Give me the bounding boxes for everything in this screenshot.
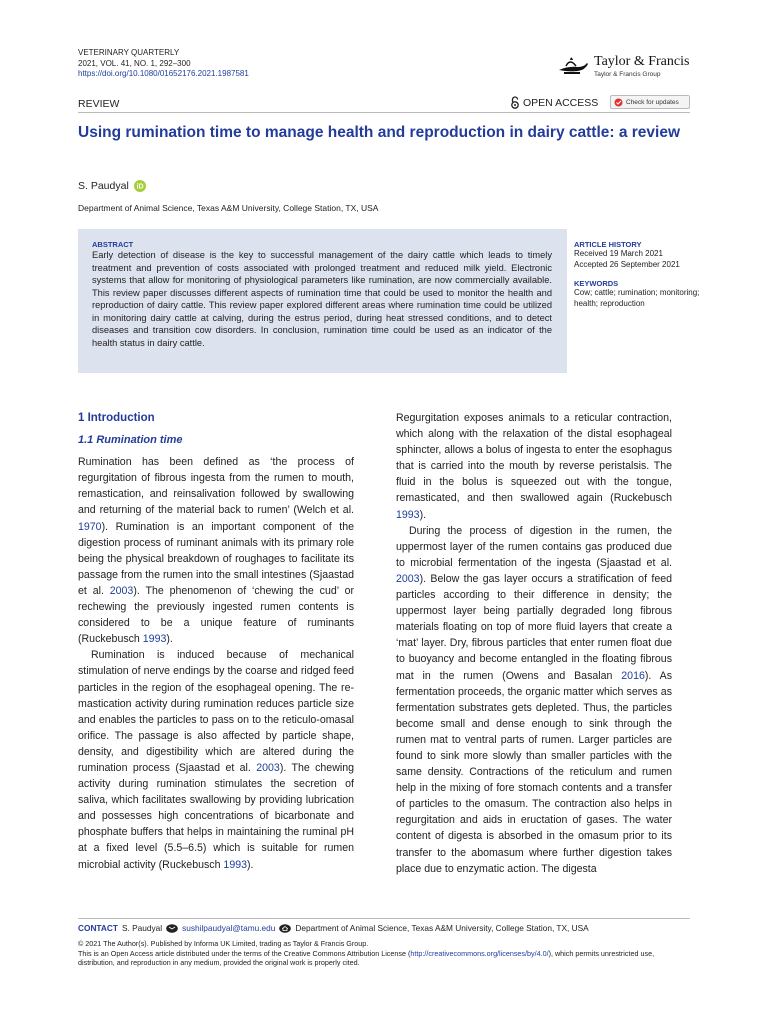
license-link[interactable]: http://creativecommons.org/licenses/by/4.0/: [410, 948, 549, 958]
section-heading: 1 Introduction: [78, 412, 155, 424]
citation-link[interactable]: 2003: [396, 572, 420, 585]
contact-line: [78, 923, 589, 933]
citation-link[interactable]: 1993: [142, 633, 167, 646]
open-access-badge: [510, 96, 598, 109]
subsection-heading: 1.1 Rumination time: [78, 434, 183, 447]
citation-link[interactable]: 2016: [621, 669, 645, 682]
article-info-sidebar: [574, 240, 704, 309]
contact-email[interactable]: sushilpaudyal@tamu.edu: [182, 923, 276, 933]
received-date: Received 19 March 2021: [574, 249, 663, 258]
doi-link[interactable]: https://doi.org/10.1080/01652176.2021.1987581: [78, 69, 249, 78]
paragraph: Rumination has been defined as ‘the process of regurgitation of fibrous ingesta from the rumen to mouth, remastication, and reinsalivation followed by swallowing and returning of the material back to rumen’ (Welch et al. 1970). Rumination is an important component of the digestion process of ruminant animals with its primary role being the physical breakdown of roughages to facilitate its passage from the rumen into the small intestines (Sjaastad et al. 2003). The phenomenon of ‘chewing the cud’ or rechewing the previously ingested rumen contents is considered to be a unique feature of ruminants (Ruckebusch 1993).: [78, 456, 354, 646]
paragraph: Regurgitation exposes animals to a reticular contraction, which along with the relaxation of the distal esophageal sphincter, allows a bolus of ingesta to enter the esophagus that is carried into the mouth by reverse peristalsis. The fluid in the bolus is squeezed out with the tongue, remasticated, and then swallowed again (Ruckebusch 1993).: [396, 412, 672, 521]
updates-icon: [614, 98, 623, 107]
svg-text:iD: iD: [136, 183, 144, 191]
lamp-icon: [556, 52, 590, 78]
citation-link[interactable]: 1993: [396, 508, 420, 521]
email-icon: [166, 924, 178, 933]
check-for-updates-button[interactable]: [610, 95, 690, 109]
citation-link[interactable]: 1993: [223, 858, 247, 871]
citation-link[interactable]: 2003: [109, 584, 134, 597]
citation-link[interactable]: 1970: [78, 520, 102, 533]
journal-name: VETERINARY QUARTERLY: [78, 48, 180, 57]
journal-header: [78, 48, 249, 80]
paragraph: During the process of digestion in the rumen, the uppermost layer of the rumen contains gas produced due to microbial fermentation of the ingesta (Sjaastad et al. 2003). Below the gas layer occurs a stratification of feed particles according to their difference in density; the uppermost layer being partially degraded long fibrous materials floating on top of more fluid layers that create a ‘mat’ layer. Dry, fibrous particles that enter rumen float due to buoyancy and become entangled in the floating fibrous mat in the rumen (Owens and Basalan 2016). As fermentation proceeds, the organic matter which serves as fermentation substrates gets depleted. Thus, the particles become small and dense enough to sink through the rumen mat to ventral parts of rumen. Larger particles are found to sink more slowly than smaller particles with the same density. Contractions of the reticulum and rumen help in the mixing of fore stomach contents and a transfer of particles to the omasum. The contraction also helps in regurgitation and aids in eructation of gases. The water content of digesta is absorbed in the omasum prior to its transfer to the abomasum where further digestion takes place due to enzymatic action. The digesta: [396, 524, 672, 875]
contact-name: S. Paudyal: [121, 923, 163, 933]
abstract-text: Early detection of disease is the key to successful management of the dairy cattle which leads to timely treatment and prevention of costs associated with prolonged treatment and reduced milk yield. Electronic systems that allow for monitoring of physiological parameters like rumination, are now commercially available. This review paper discusses different aspects of rumination time that could be used to monitor the health and reproduction of dairy cattle. This review paper explored different areas where rumination time could be utilized in monitoring dairy cattle at calving, during the estrus period, during heat stressed conditions, and to detect diseases and transition cow disorders. In conclusion, rumination time could be used as an indicator of the health status in dairy cattle.: [92, 250, 552, 348]
abstract-box: [78, 229, 567, 373]
footer-divider: [78, 918, 690, 919]
contact-address: Department of Animal Science, Texas A&M University, College Station, TX, USA: [295, 923, 589, 933]
orcid-icon[interactable]: [134, 180, 146, 192]
publisher-name: Taylor & Francis: [594, 54, 690, 69]
contact-label: CONTACT: [78, 923, 118, 933]
keywords-label: KEYWORDS: [574, 279, 619, 288]
article-type: REVIEW: [78, 98, 120, 110]
keywords-text: Cow; cattle; rumination; monitoring; health; reproduction: [574, 288, 700, 308]
publisher-logo[interactable]: [556, 52, 696, 82]
open-lock-icon: [510, 96, 520, 109]
license-footer: [78, 939, 690, 968]
check-for-updates-label: Check for updates: [626, 98, 679, 106]
accepted-date: Accepted 26 September 2021: [574, 259, 680, 269]
body-column-right: [396, 410, 672, 877]
address-icon: [279, 924, 291, 933]
author-line: [78, 180, 146, 192]
article-history-label: ARTICLE HISTORY: [574, 240, 642, 249]
header-divider: [78, 112, 690, 113]
body-column-left: [78, 410, 354, 873]
author-affiliation: Department of Animal Science, Texas A&M University, College Station, TX, USA: [78, 203, 379, 213]
paragraph: Rumination is induced because of mechanical stimulation of nerve endings by the coarse and ridged feed particles in the region of the esophageal opening. The re-mastication activity during rumination reduces particle size and enables the particles to pass on to the reticulo-omasal orifice. The passage is also affected by particle shape, density, and digestibility which are altered during the rumination process (Sjaastad et al. 2003). The chewing activity during rumination stimulates the secretion of saliva, which facilitates swallowing by providing lubrication and possesses high concentrations of bicarbonate and phosphate buffers that helps in maintaining the ruminal pH at a fixed level (5.5–6.5) which is suitable for rumen microbial activity (Ruckebusch 1993).: [78, 649, 354, 871]
publisher-group: Taylor & Francis Group: [594, 71, 661, 78]
copyright-text: © 2021 The Author(s). Published by Informa UK Limited, trading as Taylor & Francis Group.: [78, 939, 369, 948]
author-name[interactable]: S. Paudyal: [78, 180, 129, 192]
citation-link[interactable]: 2003: [256, 761, 280, 774]
open-access-label: OPEN ACCESS: [523, 96, 599, 109]
journal-volume: 2021, VOL. 41, NO. 1, 292–300: [78, 58, 191, 68]
article-title: Using rumination time to manage health and reproduction in dairy cattle: a review: [78, 124, 681, 141]
abstract-label: ABSTRACT: [92, 240, 134, 249]
license-text: This is an Open Access article distributed under the terms of the Creative Commons Attribution License (http://creativecommons.org/licenses/by/4.0/), which permits unrestricted use, distribution, and reproduction in any medium, provided the original work is properly cited.: [78, 948, 655, 967]
